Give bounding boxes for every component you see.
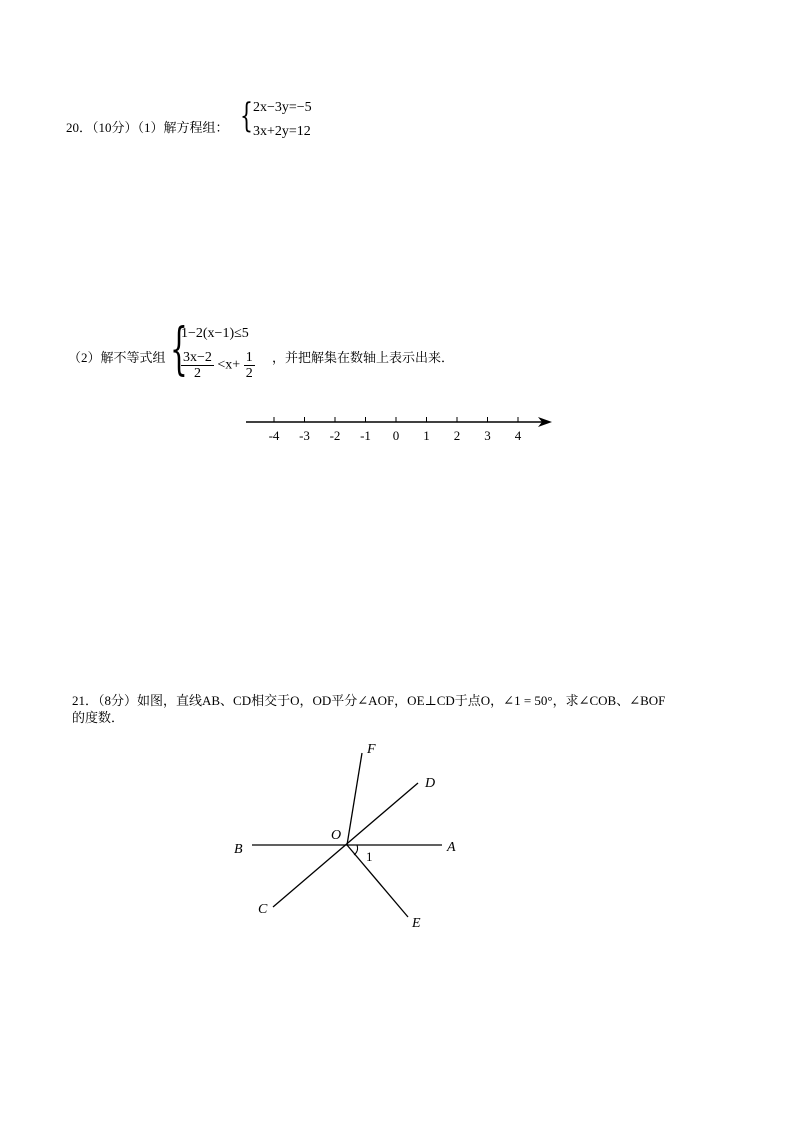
fraction-2 [244, 350, 255, 381]
ineq2-middle: <x+ [217, 357, 241, 373]
fraction-1-numerator: 3x−2 [183, 350, 212, 365]
ray-OF [347, 753, 362, 845]
number-line-tick-label: -2 [329, 428, 341, 443]
system2-ineq2 [181, 350, 255, 381]
label-B: B [234, 842, 243, 857]
q20-part2-suffix: ，并把解集在数轴上表示出来． [272, 350, 455, 365]
fraction-1-denominator: 2 [193, 366, 201, 381]
label-F: F [367, 742, 376, 757]
q20-header: 20．（10分）（1）解方程组： [66, 120, 229, 135]
system1-brace: { [240, 96, 253, 136]
q20-part2-prefix: （2）解不等式组 [68, 350, 166, 365]
number-line-tick-label: -4 [268, 428, 280, 443]
number-line-tick-label: -3 [299, 428, 310, 443]
label-E: E [412, 916, 421, 931]
q21-line2: 的度数． [72, 710, 125, 725]
label-D: D [425, 776, 436, 791]
system1-eq1: 2x−3y=−5 [253, 100, 312, 115]
number-line-tick-label: 3 [484, 428, 491, 443]
number-line-tick-label: 4 [514, 428, 522, 443]
number-line-ticks [269, 417, 522, 443]
fraction-2-denominator: 2 [245, 366, 253, 381]
number-line-tick-label: 0 [392, 428, 400, 443]
system2-brace: { [170, 317, 188, 382]
fraction-1 [181, 350, 214, 381]
q21-line1: 21．（8分）如图，直线AB、CD相交于O，OD平分∠AOF，OE⊥CD于点O，∠1 = 50°，求∠COB、∠BOF [72, 693, 666, 708]
ray-OE [347, 845, 408, 917]
number-line-tick-label: 1 [423, 428, 430, 443]
number-line-tick-label: 2 [453, 428, 461, 443]
label-O: O [331, 828, 342, 843]
system2-ineq1: 1−2(x−1)≤5 [181, 326, 249, 341]
system1-eq2: 3x+2y=12 [253, 124, 311, 139]
number-line-tick-label: -1 [360, 428, 371, 443]
label-angle-1: 1 [366, 849, 373, 864]
q21-figure [220, 735, 480, 935]
label-A: A [447, 840, 456, 855]
label-C: C [258, 902, 268, 917]
number-line [240, 410, 560, 450]
fraction-2-numerator: 1 [245, 350, 253, 365]
